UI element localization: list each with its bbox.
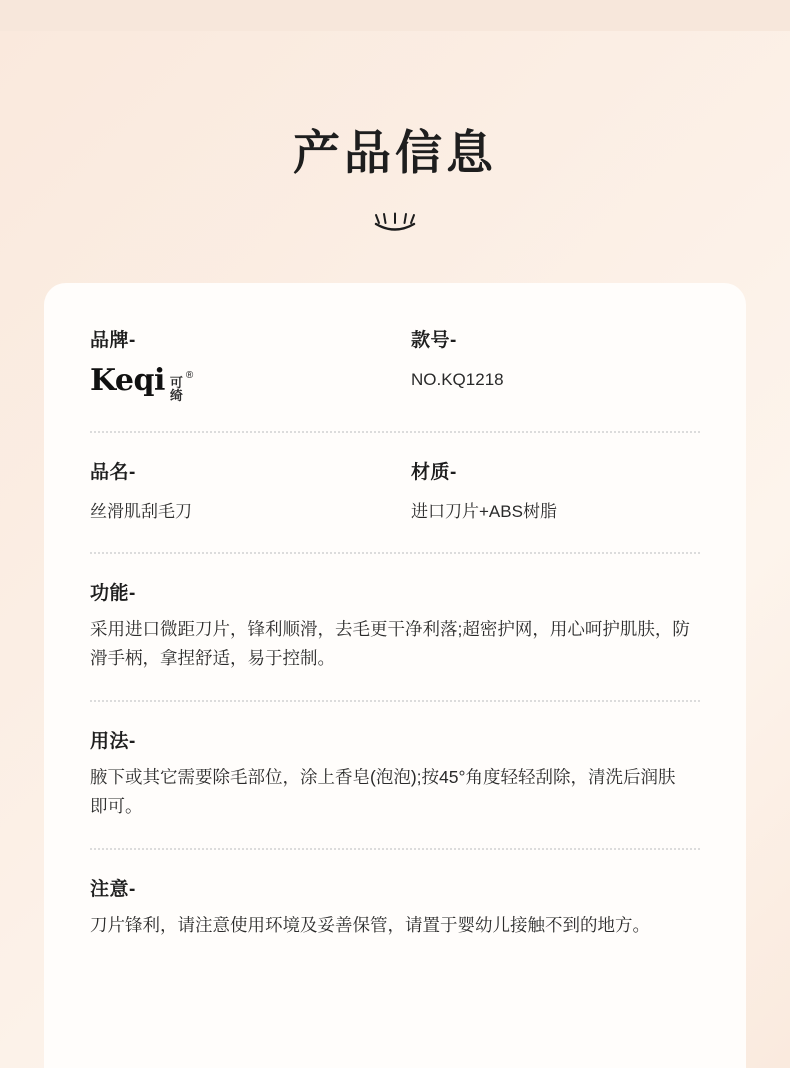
block-function-value: 采用进口微距刀片，锋利顺滑，去毛更干净利落;超密护网，用心呵护肌肤，防滑手柄，拿捏舒适，易于控制。 bbox=[90, 619, 690, 669]
block-caution bbox=[90, 874, 700, 940]
divider bbox=[90, 700, 700, 702]
field-material-value: 进口刀片+ABS树脂 bbox=[411, 502, 557, 522]
brand-logo-cjk-top: 可 bbox=[169, 375, 183, 391]
field-model-value: NO.KQ1218 bbox=[411, 370, 504, 390]
registered-trademark-icon: ® bbox=[185, 370, 194, 382]
brand-logo bbox=[90, 363, 395, 405]
block-usage-label: 用法- bbox=[90, 730, 136, 752]
brand-logo-cjk-bottom: 绮 bbox=[169, 388, 183, 404]
product-info-page bbox=[0, 31, 790, 1068]
field-product-name-label: 品名- bbox=[90, 462, 136, 484]
block-function bbox=[90, 578, 700, 674]
field-brand bbox=[90, 325, 395, 405]
field-product-name bbox=[90, 457, 395, 526]
brand-logo-latin: Keqi bbox=[90, 363, 165, 399]
field-material bbox=[395, 457, 700, 526]
page-title: 产品信息 bbox=[293, 126, 497, 180]
brand-logo-cjk bbox=[170, 376, 183, 402]
field-model-label: 款号- bbox=[411, 330, 457, 352]
divider bbox=[90, 431, 700, 433]
field-product-name-value: 丝滑肌刮毛刀 bbox=[90, 502, 192, 522]
eyelash-icon bbox=[372, 211, 418, 235]
field-brand-label: 品牌- bbox=[90, 330, 136, 352]
block-usage-value: 腋下或其它需要除毛部位，涂上香皂(泡泡);按45°角度轻轻刮除，清洗后润肤即可。 bbox=[90, 766, 676, 817]
field-model bbox=[395, 325, 700, 405]
divider bbox=[90, 848, 700, 850]
info-row-brand-model bbox=[90, 325, 700, 405]
info-row-name-material bbox=[90, 457, 700, 526]
info-card bbox=[44, 283, 746, 1068]
block-usage bbox=[90, 726, 700, 822]
block-caution-value: 刀片锋利，请注意使用环境及妥善保管，请置于婴幼儿接触不到的地方。 bbox=[90, 914, 650, 935]
field-material-label: 材质- bbox=[411, 462, 457, 484]
block-function-label: 功能- bbox=[90, 583, 136, 605]
block-caution-label: 注意- bbox=[90, 878, 136, 900]
divider bbox=[90, 552, 700, 554]
